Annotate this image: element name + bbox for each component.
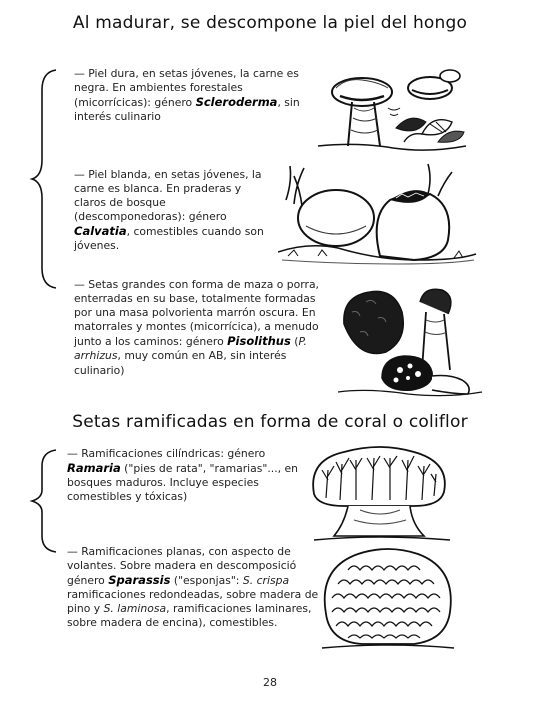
- entry-text: — Ramificaciones cilíndricas: género: [67, 447, 266, 460]
- species-name-laminosa: S. laminosa: [103, 602, 167, 616]
- ramaria-illustration: [304, 440, 454, 548]
- genus-name: Calvatia: [74, 224, 127, 239]
- species-name-crispa: S. crispa: [242, 574, 290, 588]
- entry-pisolithus: [74, 278, 336, 378]
- section-title-puffballs: Al madurar, se descompone la piel del hongo: [72, 13, 468, 33]
- entry-text-cont: , sin interés culinario: [74, 96, 300, 124]
- entry-text-cont3: , ramificaciones laminares, sobre madera de encina), comestibles.: [67, 602, 312, 630]
- entry-sparassis: [67, 545, 319, 631]
- entry-calvatia: [74, 168, 270, 254]
- entry-text: — Piel dura, en setas jóvenes, la carne es negra. En ambientes forestales (micorrícicas): género: [74, 67, 299, 110]
- species-name: P. arrhizus: [74, 335, 307, 363]
- curly-brace-section2: [30, 448, 60, 554]
- entry-text-cont: , comestibles cuando son jóvenes.: [74, 225, 264, 253]
- entry-text-cont2: ramificaciones redondeadas, sobre madera de pino y: [67, 588, 319, 616]
- genus-name: Sparassis: [108, 573, 171, 588]
- entry-text-cont: (: [290, 335, 299, 349]
- entry-text-cont2: , muy común en AB, sin interés culinario): [74, 349, 287, 377]
- entry-ramaria: [67, 447, 307, 504]
- genus-name: Scleroderma: [195, 95, 278, 110]
- genus-name: Ramaria: [67, 461, 121, 476]
- sparassis-illustration: [318, 544, 458, 656]
- section-title-coral-fungi: Setas ramificadas en forma de coral o coliflor: [72, 412, 468, 432]
- entry-text-cont: ("esponjas":: [170, 574, 243, 588]
- page-number: 28: [263, 676, 277, 689]
- pisolithus-illustration: [338, 282, 483, 397]
- entry-text-cont: ("pies de rata", "ramarias"..., en bosques maduros. Incluye especies comestibles y tóxicas): [67, 462, 299, 504]
- curly-brace-section1: [30, 68, 60, 290]
- entry-text: — Ramificaciones planas, con aspecto de volantes. Sobre madera en descomposició género: [67, 545, 297, 588]
- entry-text: — Piel blanda, en setas jóvenes, la carne es blanca. En praderas y claros de bosque (descomponedoras): género: [74, 168, 262, 224]
- calvatia-illustration: [278, 160, 478, 268]
- genus-name: Pisolithus: [227, 334, 291, 349]
- entry-text: — Setas grandes con forma de maza o porra, enterradas en su base, totalmente formadas por una masa polvorienta marrón oscura. En matorrales y montes (micorrícica), a menudo junto a los caminos: género: [74, 278, 319, 349]
- entry-scleroderma: [74, 67, 316, 124]
- scleroderma-illustration: [318, 58, 468, 158]
